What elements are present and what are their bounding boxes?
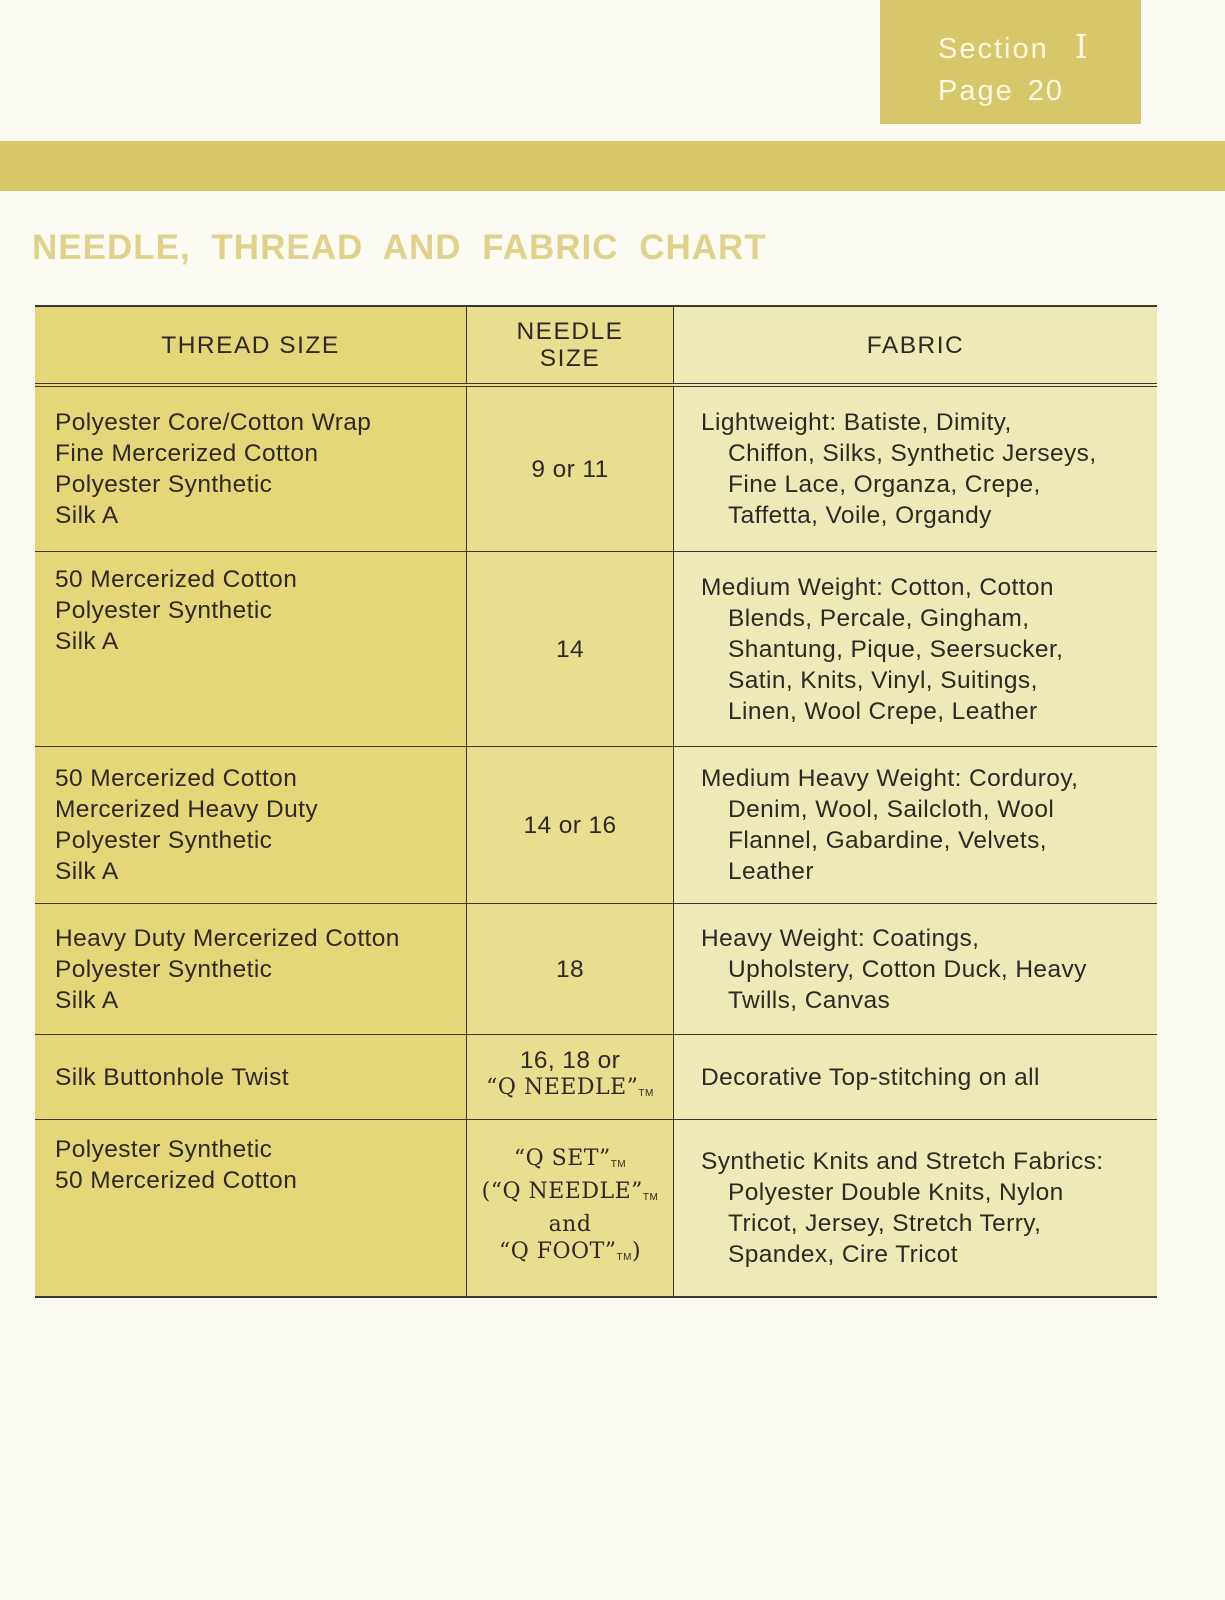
fabric-cell — [674, 385, 1158, 552]
q-foot-text: “Q FOOT” — [498, 1239, 617, 1264]
needle-cell — [467, 1120, 674, 1298]
fabric-cell — [674, 747, 1158, 904]
table-row — [35, 1120, 1157, 1298]
thread-line: Silk Buttonhole Twist — [55, 1063, 290, 1091]
page-number: 20 — [1027, 75, 1064, 107]
fabric-line: Upholstery, Cotton Duck, Heavy — [728, 955, 1087, 983]
tm-mark: TM — [610, 1159, 627, 1170]
fabric-cell — [674, 1035, 1158, 1120]
section-line — [938, 26, 1141, 70]
thread-line: Silk A — [55, 858, 119, 885]
fabric-line: Decorative Top-stitching on all — [701, 1063, 1040, 1091]
section-number: I — [1074, 27, 1090, 66]
tm-mark: TM — [616, 1252, 632, 1263]
column-header-fabric: FABRIC — [674, 306, 1158, 385]
needle-cell: 14 — [467, 552, 674, 747]
fabric-line: Flannel, Gabardine, Velvets, — [728, 827, 1047, 854]
fabric-line: Heavy Weight: Coatings, — [701, 924, 980, 952]
table-row — [35, 747, 1157, 904]
needle-cell: 14 or 16 — [467, 747, 674, 904]
page-label: Page — [938, 75, 1014, 107]
thread-cell — [35, 385, 467, 552]
fabric-line: Fine Lace, Organza, Crepe, — [728, 471, 1041, 498]
thread-line: Silk A — [55, 502, 119, 529]
needle-header-line: NEEDLE — [516, 318, 624, 345]
needle-line — [471, 1145, 669, 1178]
thread-line: Heavy Duty Mercerized Cotton — [55, 924, 400, 952]
thread-line: Polyester Synthetic — [55, 827, 273, 854]
fabric-line: Lightweight: Batiste, Dimity, — [701, 409, 1012, 436]
q-set-text: “Q SET” — [513, 1146, 611, 1171]
needle-line: “Q $FOOT”_{TM}$) — [498, 1239, 642, 1264]
thread-line: Polyester Core/Cotton Wrap — [55, 409, 372, 436]
fabric-cell — [674, 904, 1158, 1035]
table-row — [35, 385, 1157, 552]
table-row — [35, 552, 1157, 747]
tm-mark: TM — [642, 1192, 659, 1203]
thread-line: Silk A — [55, 628, 119, 655]
table-row — [35, 904, 1157, 1035]
fabric-line: Medium Weight: Cotton, Cotton — [701, 573, 1054, 601]
thread-line: 50 Mercerized Cotton — [55, 765, 298, 792]
fabric-line: Spandex, Cire Tricot — [728, 1241, 958, 1268]
fabric-line: Twills, Canvas — [728, 986, 891, 1014]
thread-line: Silk A — [55, 986, 119, 1014]
thread-line: Polyester Synthetic — [55, 1136, 273, 1163]
thread-line: Fine Mercerized Cotton — [55, 440, 319, 467]
needle-thread-fabric-table — [35, 305, 1157, 1298]
q-needle-text: (“Q NEEDLE” — [481, 1179, 643, 1204]
page-line — [938, 70, 1141, 112]
needle-line — [471, 1074, 669, 1107]
fabric-line: Leather — [728, 858, 814, 885]
needle-cell: 18 — [467, 904, 674, 1035]
needle-line: and — [548, 1212, 592, 1237]
needle-cell — [467, 1035, 674, 1120]
section-tab — [880, 0, 1141, 124]
section-label: Section — [938, 33, 1049, 65]
thread-cell — [35, 904, 467, 1035]
thread-line: Mercerized Heavy Duty — [55, 796, 319, 823]
fabric-line: Synthetic Knits and Stretch Fabrics: — [701, 1148, 1104, 1175]
fabric-line: Linen, Wool Crepe, Leather — [728, 697, 1038, 725]
thread-cell — [35, 1035, 467, 1120]
fabric-line: Polyester Double Knits, Nylon — [728, 1179, 1064, 1206]
thread-line: Polyester Synthetic — [55, 597, 273, 624]
fabric-line: Chiffon, Silks, Synthetic Jerseys, — [728, 440, 1097, 467]
fabric-line: Satin, Knits, Vinyl, Suitings, — [728, 666, 1038, 694]
needle-header-line: SIZE — [539, 345, 601, 372]
table-row — [35, 1035, 1157, 1120]
thread-cell — [35, 747, 467, 904]
q-needle-text: “Q NEEDLE” — [486, 1075, 639, 1100]
fabric-line: Medium Heavy Weight: Corduroy, — [701, 765, 1079, 792]
fabric-line: Tricot, Jersey, Stretch Terry, — [728, 1210, 1042, 1237]
needle-cell: 9 or 11 — [467, 385, 674, 552]
thread-line: 50 Mercerized Cotton — [55, 566, 298, 593]
fabric-line: Blends, Percale, Gingham, — [728, 604, 1030, 632]
fabric-cell — [674, 552, 1158, 747]
header-stripe — [0, 141, 1225, 191]
page-title: NEEDLE, THREAD AND FABRIC CHART — [32, 228, 767, 267]
fabric-line: Denim, Wool, Sailcloth, Wool — [728, 796, 1055, 823]
column-header-thread: THREAD SIZE — [35, 306, 467, 385]
thread-line: 50 Mercerized Cotton — [55, 1167, 298, 1194]
fabric-line: Shantung, Pique, Seersucker, — [728, 635, 1064, 663]
needle-line — [471, 1178, 669, 1211]
fabric-cell — [674, 1120, 1158, 1298]
thread-cell — [35, 1120, 467, 1298]
column-header-needle — [467, 306, 674, 385]
thread-cell — [35, 552, 467, 747]
tm-mark: TM — [638, 1088, 654, 1099]
needle-line: 16, 18 or — [519, 1047, 621, 1074]
fabric-line: Taffetta, Voile, Organdy — [728, 502, 992, 529]
thread-line: Polyester Synthetic — [55, 955, 273, 983]
table-header-row — [35, 306, 1157, 385]
thread-line: Polyester Synthetic — [55, 471, 273, 498]
